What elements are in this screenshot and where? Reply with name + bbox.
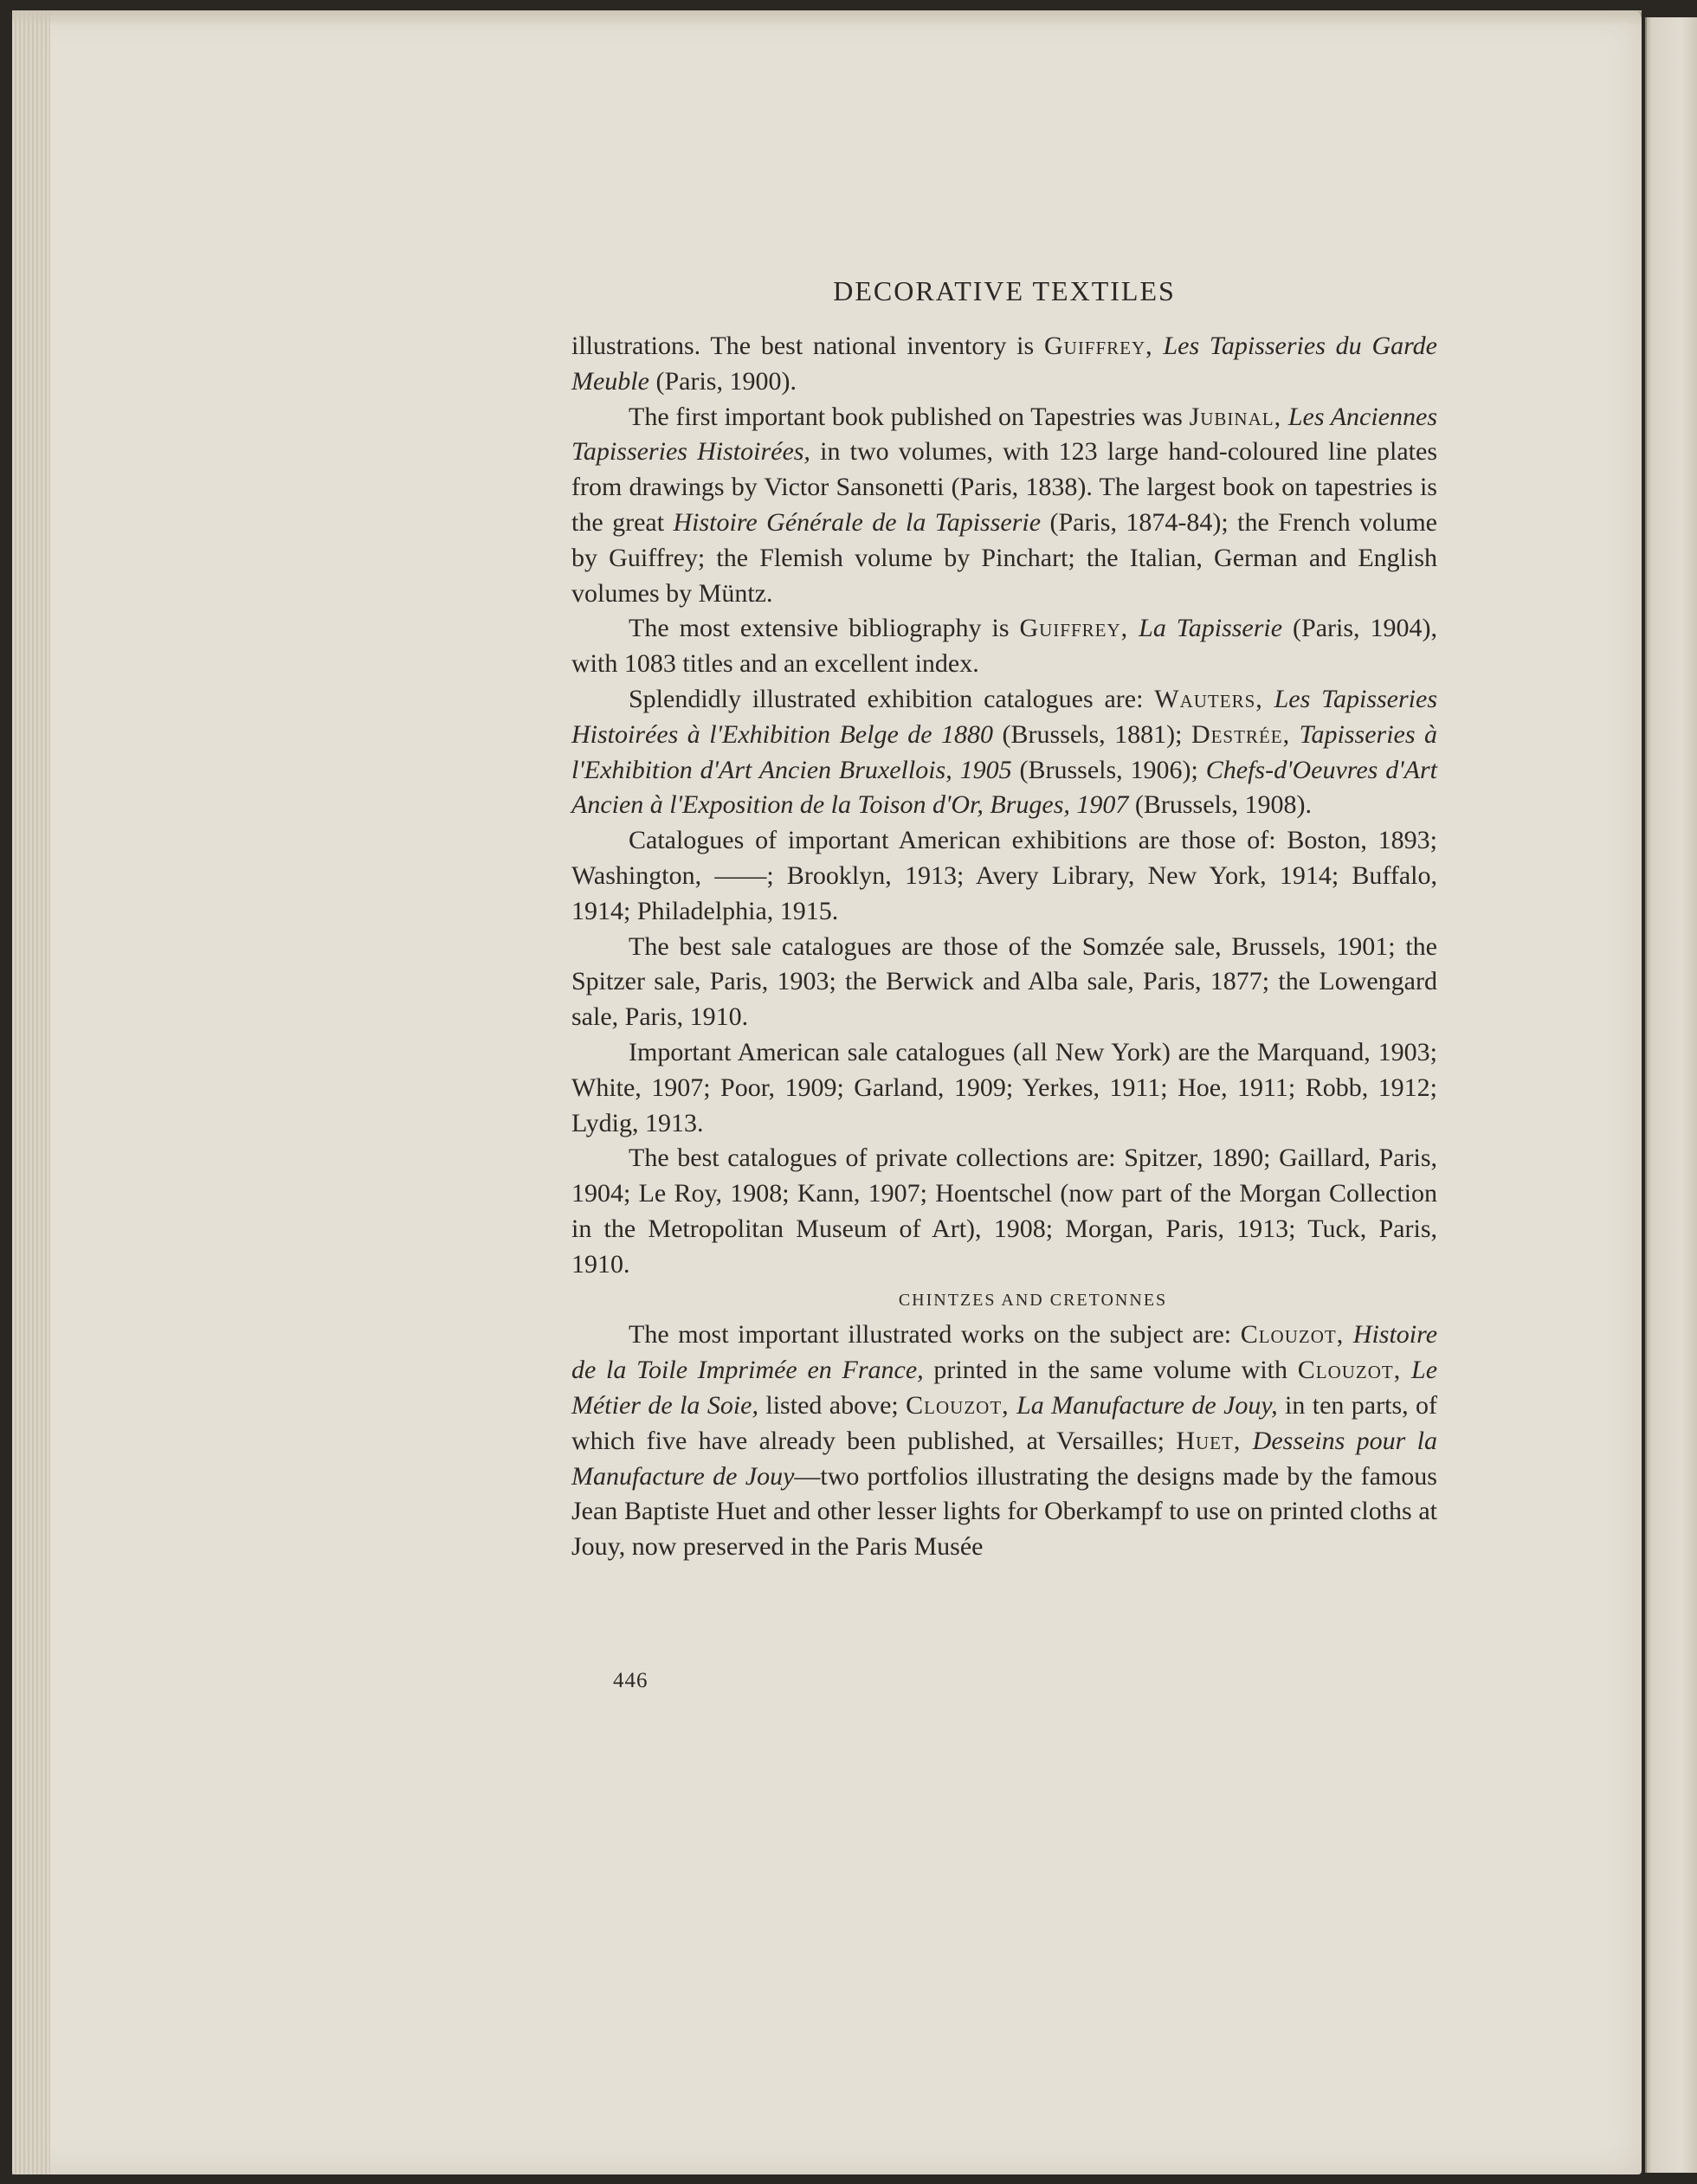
- page-number: 446: [613, 1669, 648, 1692]
- body-text: [571, 329, 1437, 1565]
- paragraph: The most important illustrated works on the subject are: Clouzot, Histoire de la Toile Imprimée en France, printed in the same volume with Clouzot, Le Métier de la Soie, listed above; Clouzot, La Manufacture de Jouy, in ten parts, of which five have already been published, at Versailles; Huet, Desseins pour la Manufacture de Jouy—two portfolios illustrating the designs made by the famous Jean Baptiste Huet and other lesser lights for Oberkampf to use on printed cloths at Jouy, now preserved in the Paris Musée: [571, 1320, 1438, 1562]
- paragraph: illustrations. The best national inventory is Guiffrey, Les Tapisseries du Garde Meuble (Paris, 1900).: [571, 332, 1437, 396]
- paragraph: The most extensive bibliography is Guiffrey, La Tapisserie (Paris, 1904), with 1083 titles and an excellent index.: [571, 614, 1437, 679]
- paragraph: The best sale catalogues are those of the Somzée sale, Brussels, 1901; the Spitzer sale, Paris, 1903; the Berwick and Alba sale, Paris, 1877; the Lowengard sale, Paris, 1910.: [571, 931, 1437, 1032]
- paragraph: Important American sale catalogues (all New York) are the Marquand, 1903; White, 1907; Poor, 1909; Garland, 1909; Yerkes, 1911; Hoe, 1911; Robb, 1912; Lydig, 1913.: [571, 1037, 1437, 1137]
- facing-page-edge: [1645, 17, 1697, 2173]
- paragraph: Catalogues of important American exhibitions are those of: Boston, 1893; Washington, ——; Brooklyn, 1913; Avery Library, New York, 1914; Buffalo, 1914; Philadelphia, 1915.: [571, 826, 1437, 925]
- running-header: DECORATIVE TEXTILES: [833, 275, 1176, 306]
- page-edges: [12, 10, 50, 2174]
- paragraph: Splendidly illustrated exhibition catalogues are: Wauters, Les Tapisseries Histoirées à l'Exhibition Belge de 1880 (Brussels, 1881); Destrée, Tapisseries à l'Exhibition d'Art Ancien Bruxellois, 1905 (Brussels, 1906); Chefs-d'Oeuvres d'Art Ancien à l'Exposition de la Toison d'Or, Bruges, 1907 (Brussels, 1908).: [571, 684, 1437, 820]
- paragraph: The first important book published on Tapestries was Jubinal, Les Anciennes Tapisseries Histoirées, in two volumes, with 123 large hand-coloured line plates from drawings by Victor Sansonetti (Paris, 1838). The largest book on tapestries is the great Histoire Générale de la Tapisserie (Paris, 1874-84); the French volume by Guiffrey; the Flemish volume by Pinchart; the Italian, German and English volumes by Müntz.: [571, 402, 1438, 608]
- section-subheading: CHINTZES AND CRETONNES: [898, 1290, 1168, 1310]
- paragraph: The best catalogues of private collections are: Spitzer, 1890; Gaillard, Paris, 1904; Le Roy, 1908; Kann, 1907; Hoentschel (now part of the Morgan Collection in the Metropolitan Museum of Art), 1908; Morgan, Paris, 1913; Tuck, Paris, 1910.: [571, 1144, 1437, 1279]
- page-top-edge: [12, 10, 1642, 26]
